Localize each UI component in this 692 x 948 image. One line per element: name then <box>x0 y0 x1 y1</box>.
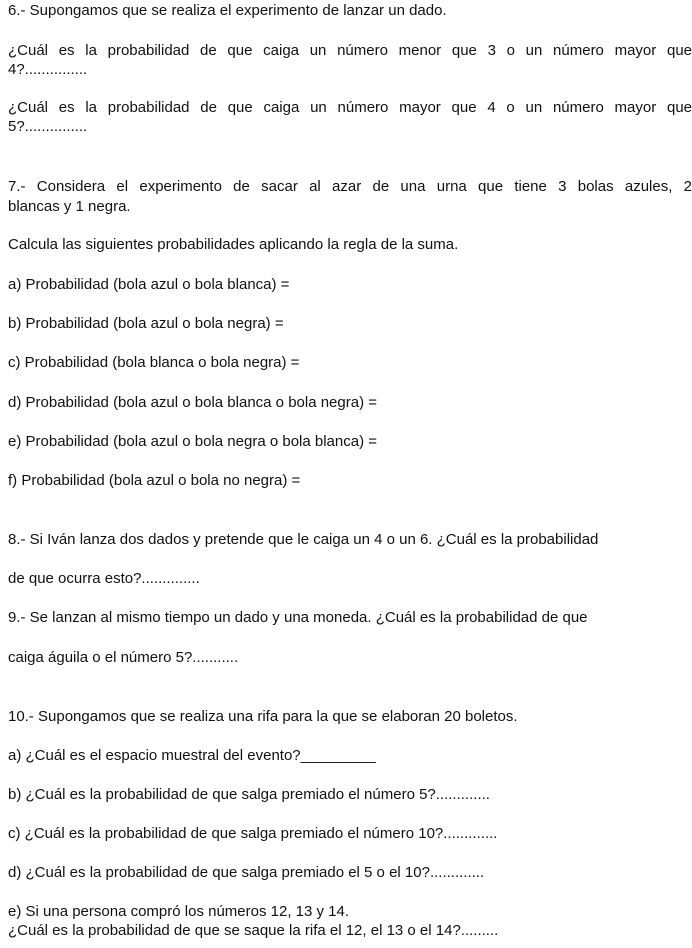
q10-item-e-line2: ¿Cuál es la probabilidad de que se saque la rifa el 12, el 13 o el 14?......... <box>8 922 499 939</box>
q10-title: 10.- Supongamos que se realiza una rifa para la que se elaboran 20 boletos. <box>8 708 518 725</box>
q7-item-d: d) Probabilidad (bola azul o bola blanca o bola negra) = <box>8 394 378 411</box>
q6-title: 6.- Supongamos que se realiza el experimento de lanzar un dado. <box>8 2 447 19</box>
q9-line2: caiga águila o el número 5?........... <box>8 649 239 666</box>
q8-line1: 8.- Si Iván lanza dos dados y pretende que le caiga un 4 o un 6. ¿Cuál es la probabilidad <box>8 531 599 548</box>
q6-a-line2: 4?............... <box>8 61 88 78</box>
q10-item-b: b) ¿Cuál es la probabilidad de que salga premiado el número 5?............. <box>8 786 490 803</box>
q7-line1: 7.- Considera el experimento de sacar al azar de una urna que tiene 3 bolas azules, 2 <box>8 178 692 195</box>
q10-item-c: c) ¿Cuál es la probabilidad de que salga premiado el número 10?............. <box>8 825 498 842</box>
q7-line2: blancas y 1 negra. <box>8 198 131 215</box>
q10-item-a: a) ¿Cuál es el espacio muestral del evento?_________ <box>8 747 376 764</box>
q10-item-d: d) ¿Cuál es la probabilidad de que salga premiado el 5 o el 10?............. <box>8 864 485 881</box>
q6-a-line1: ¿Cuál es la probabilidad de que caiga un número menor que 3 o un número mayor que <box>8 42 692 59</box>
q8-line2: de que ocurra esto?.............. <box>8 570 200 587</box>
q7-item-e: e) Probabilidad (bola azul o bola negra o bola blanca) = <box>8 433 378 450</box>
q7-item-c: c) Probabilidad (bola blanca o bola negra) = <box>8 354 300 371</box>
q7-item-f: f) Probabilidad (bola azul o bola no negra) = <box>8 472 301 489</box>
q7-item-a: a) Probabilidad (bola azul o bola blanca) = <box>8 276 290 293</box>
q6-b-line1: ¿Cuál es la probabilidad de que caiga un número mayor que 4 o un número mayor que <box>8 99 692 116</box>
q6-b-line2: 5?............... <box>8 118 88 135</box>
q10-item-e-line1: e) Si una persona compró los números 12, 13 y 14. <box>8 903 350 920</box>
q9-line1: 9.- Se lanzan al mismo tiempo un dado y una moneda. ¿Cuál es la probabilidad de que <box>8 609 588 626</box>
q7-item-b: b) Probabilidad (bola azul o bola negra) = <box>8 315 284 332</box>
q7-instruction: Calcula las siguientes probabilidades aplicando la regla de la suma. <box>8 236 459 253</box>
